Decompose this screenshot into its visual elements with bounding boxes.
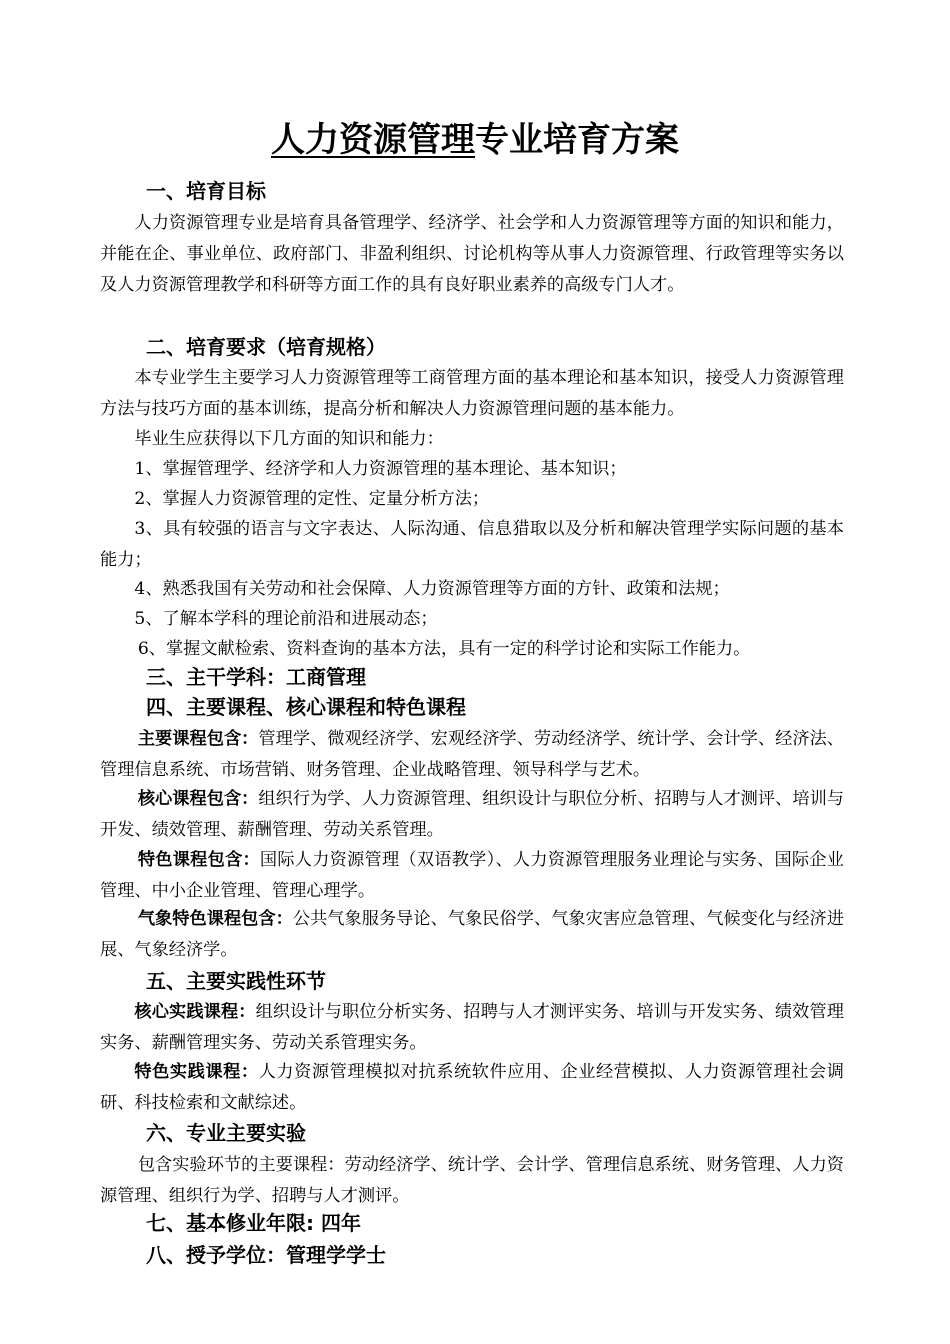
main-courses-paragraph (100, 724, 844, 786)
feature-courses-paragraph (100, 845, 844, 907)
requirement-item: 4、熟悉我国有关劳动和社会保障、人力资源管理等方面的方针、政策和法规； (134, 579, 730, 599)
section-heading-degree: 八、授予学位：管理学学士 (146, 1243, 386, 1267)
feature-courses-label: 特色课程包含： (137, 850, 260, 870)
title-major-name: 人力资源管理 (271, 120, 475, 160)
section-heading-experiments: 六、专业主要实验 (146, 1121, 306, 1145)
requirements-intro: 本专业学生主要学习人力资源管理等工商管理方面的基本理论和基本知识，接受人力资源管理方法与技巧方面的基本训练，提高分析和解决人力资源管理问题的基本能力。 (100, 368, 844, 419)
feature-practice-text: 人力资源管理模拟对抗系统软件应用、企业经营模拟、人力资源管理社会调研、科技检索和文献综述。 (100, 1062, 844, 1113)
feature-courses-text: 国际人力资源管理（双语教学）、人力资源管理服务业理论与实务、国际企业管理、中小企业管理、管理心理学。 (100, 850, 844, 901)
core-practice-label: 核心实践课程： (134, 1002, 256, 1022)
section-heading-courses: 四、主要课程、核心课程和特色课程 (146, 695, 466, 719)
requirement-item: 3、具有较强的语言与文字表达、人际沟通、信息猎取以及分析和解决管理学实际问题的基本能力； (100, 519, 844, 570)
goals-paragraph: 人力资源管理专业是培育具备管理学、经济学、社会学和人力资源管理等方面的知识和能力，并能在企、事业单位、政府部门、非盈利组织、讨论机构等从事人力资源管理、行政管理等实务以及人力资源管理教学和科研等方面工作的具有良好职业素养的高级专门人才。 (100, 213, 844, 295)
requirement-item: 2、掌握人力资源管理的定性、定量分析方法； (134, 489, 490, 509)
section-heading-discipline: 三、主干学科：工商管理 (146, 665, 366, 689)
requirements-lead: 毕业生应获得以下几方面的知识和能力： (134, 429, 444, 449)
weather-courses-label: 气象特色课程包含： (137, 909, 293, 929)
feature-practice-label: 特色实践课程： (134, 1062, 259, 1082)
feature-practice-paragraph (100, 1057, 844, 1119)
weather-courses-paragraph (100, 904, 844, 966)
core-practice-text: 组织设计与职位分析实务、招聘与人才测评实务、培训与开发实务、绩效管理实务、薪酬管理实务、劳动关系管理实务。 (100, 1002, 844, 1053)
requirement-item: 5、了解本学科的理论前沿和进展动态； (134, 609, 438, 629)
core-courses-paragraph (100, 784, 844, 846)
section-heading-practice: 五、主要实践性环节 (146, 969, 326, 993)
document-title (0, 118, 950, 162)
experiments-paragraph: 包含实验环节的主要课程：劳动经济学、统计学、会计学、管理信息系统、财务管理、人力资源管理、组织行为学、招聘与人才测评。 (100, 1155, 844, 1206)
requirement-item: 1、掌握管理学、经济学和人力资源管理的基本理论、基本知识； (134, 459, 627, 479)
section-heading-goals: 一、培育目标 (146, 179, 266, 203)
main-courses-text: 管理学、微观经济学、宏观经济学、劳动经济学、统计学、会计学、经济法、管理信息系统、市场营销、财务管理、企业战略管理、领导科学与艺术。 (100, 729, 844, 780)
requirement-item: 6、掌握文献检索、资料查询的基本方法，具有一定的科学讨论和实际工作能力。 (137, 639, 751, 659)
core-courses-text: 组织行为学、人力资源管理、组织设计与职位分析、招聘与人才测评、培训与开发、绩效管理、薪酬管理、劳动关系管理。 (100, 789, 844, 840)
core-practice-paragraph (100, 997, 844, 1059)
section-heading-requirements: 二、培育要求（培育规格） (146, 335, 386, 359)
main-courses-label: 主要课程包含： (137, 729, 259, 749)
weather-courses-text: 公共气象服务导论、气象民俗学、气象灾害应急管理、气候变化与经济进展、气象经济学。 (100, 909, 844, 960)
section-heading-duration: 七、基本修业年限: 四年 (146, 1211, 361, 1235)
core-courses-label: 核心课程包含： (137, 789, 259, 809)
title-suffix: 专业培育方案 (475, 120, 679, 160)
